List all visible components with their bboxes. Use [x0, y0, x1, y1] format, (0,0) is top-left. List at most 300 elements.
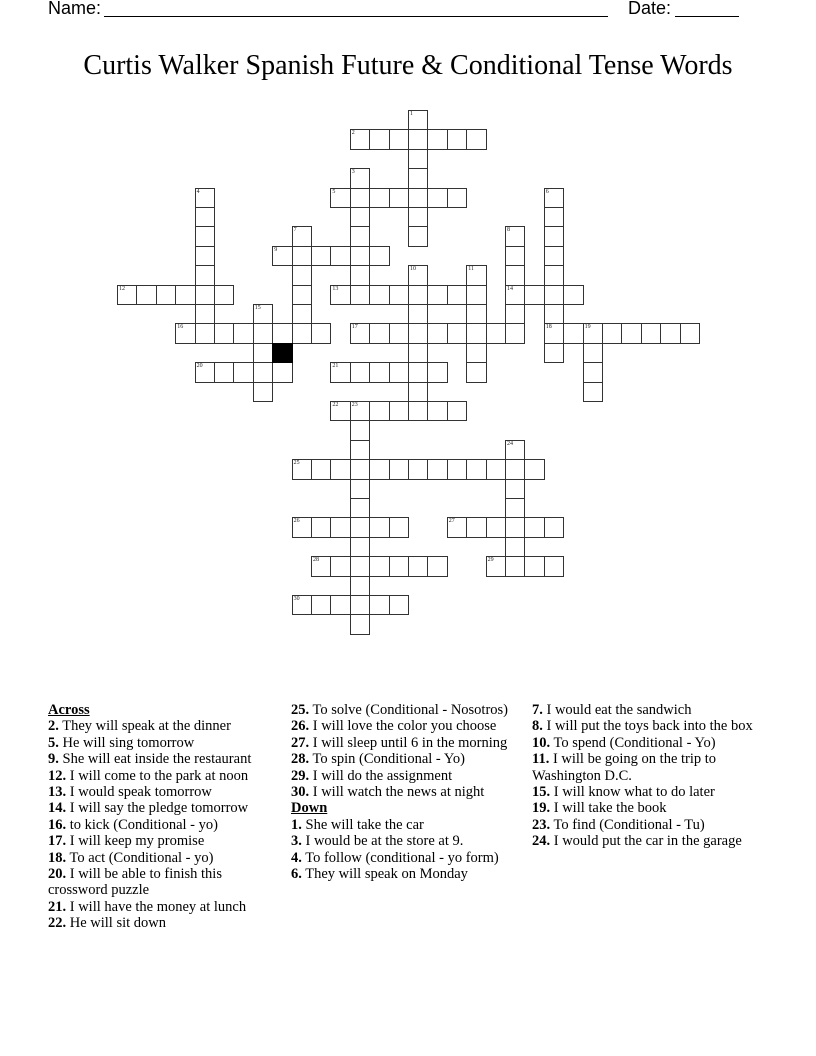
clue-text: I will know what to do later [550, 784, 715, 801]
across-clue [48, 768, 273, 784]
grid-cell[interactable] [350, 459, 370, 479]
grid-cell[interactable] [369, 517, 389, 537]
clue-number: 6 [545, 188, 549, 195]
grid-cell[interactable] [544, 343, 564, 363]
grid-cell[interactable] [195, 226, 215, 246]
grid-cell[interactable] [486, 556, 506, 576]
grid-cell[interactable] [621, 323, 641, 343]
grid-cell[interactable] [408, 401, 428, 421]
grid-cell[interactable] [544, 517, 564, 537]
grid-cell[interactable] [389, 595, 409, 615]
grid-cell[interactable] [311, 595, 331, 615]
grid-cell[interactable] [427, 459, 447, 479]
clue-number: 20 [196, 363, 203, 370]
clue-number: 22 [332, 402, 339, 408]
clue-num: 4. [291, 849, 302, 866]
grid-cell[interactable] [641, 323, 661, 343]
clue-text: I will be going on the trip to Washington D.C. [532, 751, 717, 784]
grid-cell[interactable] [330, 459, 350, 479]
grid-cell[interactable] [350, 440, 370, 460]
clue-number: 13 [332, 285, 339, 292]
grid-cell[interactable] [583, 362, 603, 382]
clue-text: I will say the pledge tomorrow [66, 800, 249, 817]
grid-cell[interactable] [272, 362, 292, 382]
across-clue [291, 768, 516, 784]
grid-cell[interactable] [156, 285, 176, 305]
clue-num: 9. [48, 751, 59, 768]
grid-cell[interactable] [175, 323, 195, 343]
clue-text: I will come to the park at noon [66, 767, 249, 784]
date-label: Date: [628, 0, 672, 18]
grid-cell[interactable] [486, 459, 506, 479]
grid-cell[interactable] [292, 246, 312, 266]
grid-cell[interactable] [292, 595, 312, 615]
grid-cell[interactable] [466, 285, 486, 305]
grid-cell[interactable] [350, 517, 370, 537]
grid-cell[interactable] [330, 595, 350, 615]
grid-cell[interactable] [311, 556, 331, 576]
clue-number: 1 [410, 111, 413, 117]
grid-cell[interactable] [350, 226, 370, 246]
grid-cell[interactable] [175, 285, 195, 305]
down-clue [291, 833, 516, 849]
clue-num: 24. [532, 833, 551, 850]
down-heading: Down [291, 800, 328, 817]
grid-cell[interactable] [447, 517, 467, 537]
clue-text: I will watch the news at night [309, 784, 485, 801]
clue-number: 7 [293, 227, 297, 234]
grid-cell[interactable] [195, 362, 215, 382]
grid-cell[interactable] [505, 246, 525, 266]
across-clue [291, 735, 516, 751]
across-clue [48, 751, 273, 767]
grid-cell[interactable] [447, 188, 467, 208]
clue-num: 10. [532, 734, 551, 751]
clue-text: She will take the car [301, 816, 424, 833]
name-label: Name: [48, 0, 102, 18]
grid-cell[interactable] [369, 556, 389, 576]
grid-cell[interactable] [408, 556, 428, 576]
clue-num: 5. [48, 734, 59, 751]
clue-number: 25 [293, 460, 300, 467]
grid-cell[interactable] [292, 265, 312, 285]
grid-cell[interactable] [408, 226, 428, 246]
grid-cell[interactable] [408, 149, 428, 169]
grid-cell[interactable] [330, 556, 350, 576]
grid-cell[interactable] [544, 323, 564, 343]
grid-cell[interactable] [369, 595, 389, 615]
down-clue [532, 735, 757, 751]
grid-cell[interactable] [350, 285, 370, 305]
grid-cell[interactable] [292, 304, 312, 324]
grid-cell[interactable] [505, 517, 525, 537]
grid-cell[interactable] [466, 323, 486, 343]
grid-cell[interactable] [583, 343, 603, 363]
grid-cell[interactable] [136, 285, 156, 305]
across-clue [48, 784, 273, 800]
grid-cell[interactable] [195, 207, 215, 227]
across-clue [291, 784, 516, 800]
grid-cell[interactable] [292, 285, 312, 305]
clue-number: 9 [274, 246, 278, 253]
clue-num: 27. [291, 734, 310, 751]
clue-text: I will have the money at lunch [66, 898, 247, 915]
clue-text: He will sing tomorrow [58, 734, 195, 751]
clue-num: 26. [291, 718, 310, 735]
grid-cell[interactable] [466, 343, 486, 363]
grid-cell[interactable] [369, 362, 389, 382]
clue-number: 17 [351, 324, 358, 331]
grid-cell[interactable] [233, 362, 253, 382]
grid-cell[interactable] [447, 459, 467, 479]
clue-text: He will sit down [66, 915, 167, 932]
grid-cell[interactable] [427, 556, 447, 576]
grid-cell[interactable] [253, 304, 273, 324]
grid-cell[interactable] [195, 265, 215, 285]
grid-cell[interactable] [389, 129, 409, 149]
grid-cell[interactable] [330, 362, 350, 382]
clue-text: She will eat inside the restaurant [58, 751, 252, 768]
grid-cell[interactable] [253, 323, 273, 343]
grid-cell[interactable] [660, 323, 680, 343]
grid-cell[interactable] [369, 246, 389, 266]
grid-cell[interactable] [427, 285, 447, 305]
grid-cell[interactable] [427, 362, 447, 382]
across-clue [48, 718, 273, 734]
clue-num: 14. [48, 800, 67, 817]
grid-cell[interactable] [408, 459, 428, 479]
grid-cell[interactable] [602, 323, 622, 343]
grid-cell[interactable] [505, 479, 525, 499]
clue-text: I will do the assignment [309, 767, 453, 784]
grid-cell[interactable] [505, 226, 525, 246]
grid-cell[interactable] [369, 459, 389, 479]
clue-text: To follow (conditional - yo form) [301, 849, 499, 866]
clue-text: To spin (Conditional - Yo) [309, 751, 465, 768]
grid-cell[interactable] [330, 188, 350, 208]
across-clue [48, 735, 273, 751]
clue-text: To find (Conditional - Tu) [550, 816, 705, 833]
grid-cell[interactable] [408, 285, 428, 305]
grid-cell[interactable] [311, 246, 331, 266]
grid-cell[interactable] [311, 517, 331, 537]
grid-cell[interactable] [350, 207, 370, 227]
grid-cell[interactable] [466, 265, 486, 285]
clue-num: 16. [48, 816, 67, 833]
grid-cell[interactable] [233, 323, 253, 343]
grid-cell[interactable] [408, 188, 428, 208]
grid-cell[interactable] [117, 285, 137, 305]
clue-num: 2. [48, 718, 59, 735]
clue-number: 14 [507, 285, 513, 292]
grid-cell[interactable] [486, 323, 506, 343]
clue-text: To spend (Conditional - Yo) [550, 734, 716, 751]
black-cell [272, 343, 292, 363]
grid-cell[interactable] [544, 285, 564, 305]
clue-number: 8 [507, 227, 510, 234]
across-clue [291, 702, 516, 718]
grid-cell[interactable] [389, 556, 409, 576]
grid-cell[interactable] [292, 226, 312, 246]
grid-cell[interactable] [447, 401, 467, 421]
down-clue [532, 718, 757, 734]
grid-cell[interactable] [292, 459, 312, 479]
grid-cell[interactable] [311, 323, 331, 343]
down-clue [532, 784, 757, 800]
clue-number: 29 [487, 557, 494, 564]
grid-cell[interactable] [524, 285, 544, 305]
grid-cell[interactable] [253, 343, 273, 363]
grid-cell[interactable] [272, 323, 292, 343]
grid-cell[interactable] [195, 323, 215, 343]
grid-cell[interactable] [563, 323, 583, 343]
clue-num: 18. [48, 849, 67, 866]
grid-cell[interactable] [214, 323, 234, 343]
clue-num: 20. [48, 866, 67, 883]
clue-number: 19 [584, 324, 591, 331]
clue-num: 17. [48, 833, 67, 850]
grid-cell[interactable] [544, 207, 564, 227]
grid-cell[interactable] [369, 323, 389, 343]
clue-number: 30 [293, 596, 300, 602]
down-clue [291, 817, 516, 833]
clue-number: 2 [351, 130, 355, 137]
grid-cell[interactable] [330, 401, 350, 421]
clue-num: 6. [291, 866, 302, 883]
grid-cell[interactable] [524, 556, 544, 576]
grid-cell[interactable] [195, 246, 215, 266]
down-clue [532, 833, 757, 849]
grid-cell[interactable] [427, 188, 447, 208]
grid-cell[interactable] [350, 362, 370, 382]
grid-cell[interactable] [544, 265, 564, 285]
grid-cell[interactable] [350, 537, 370, 557]
grid-cell[interactable] [583, 323, 603, 343]
grid-cell[interactable] [447, 285, 467, 305]
grid-cell[interactable] [680, 323, 700, 343]
grid-cell[interactable] [466, 362, 486, 382]
clue-number: 5 [332, 188, 336, 195]
grid-cell[interactable] [524, 459, 544, 479]
across-clue [48, 899, 273, 915]
clue-num: 13. [48, 784, 67, 801]
grid-cell[interactable] [253, 362, 273, 382]
down-clue [532, 817, 757, 833]
grid-cell[interactable] [369, 129, 389, 149]
grid-cell[interactable] [466, 517, 486, 537]
grid-cell[interactable] [369, 188, 389, 208]
grid-cell[interactable] [389, 401, 409, 421]
grid-cell[interactable] [389, 188, 409, 208]
grid-cell[interactable] [195, 188, 215, 208]
clue-number: 11 [468, 266, 474, 273]
grid-cell[interactable] [350, 323, 370, 343]
clue-num: 25. [291, 702, 310, 718]
puzzle-title: Curtis Walker Spanish Future & Conditional Tense Words [83, 50, 733, 81]
down-clue [532, 702, 757, 718]
grid-cell[interactable] [350, 265, 370, 285]
grid-cell[interactable] [350, 595, 370, 615]
clue-num: 11. [532, 751, 550, 768]
clues-column-1 [48, 702, 273, 932]
grid-cell[interactable] [330, 246, 350, 266]
grid-cell[interactable] [389, 517, 409, 537]
grid-cell[interactable] [466, 459, 486, 479]
grid-cell[interactable] [350, 576, 370, 596]
grid-cell[interactable] [350, 129, 370, 149]
clue-text: They will speak at the dinner [58, 718, 231, 735]
clue-text: I will take the book [550, 800, 667, 817]
clue-text: I would be at the store at 9. [301, 833, 464, 850]
clue-num: 12. [48, 767, 67, 784]
grid-cell[interactable] [544, 304, 564, 324]
grid-cell[interactable] [505, 323, 525, 343]
grid-cell[interactable] [408, 304, 428, 324]
clue-number: 18 [545, 324, 552, 331]
clue-number: 4 [196, 188, 200, 195]
grid-cell[interactable] [427, 323, 447, 343]
clue-text: I would eat the sandwich [542, 702, 692, 718]
clue-num: 15. [532, 784, 551, 801]
grid-cell[interactable] [408, 129, 428, 149]
grid-cell[interactable] [195, 285, 215, 305]
grid-cell[interactable] [350, 246, 370, 266]
grid-cell[interactable] [427, 129, 447, 149]
grid-cell[interactable] [505, 285, 525, 305]
grid-cell[interactable] [544, 188, 564, 208]
grid-cell[interactable] [389, 362, 409, 382]
grid-cell[interactable] [389, 285, 409, 305]
grid-cell[interactable] [408, 382, 428, 402]
grid-cell[interactable] [369, 285, 389, 305]
grid-cell[interactable] [486, 517, 506, 537]
grid-cell[interactable] [505, 556, 525, 576]
clue-text: I will keep my promise [66, 833, 205, 850]
grid-cell[interactable] [505, 498, 525, 518]
grid-cell[interactable] [408, 265, 428, 285]
clue-number: 28 [313, 557, 319, 564]
grid-cell[interactable] [447, 323, 467, 343]
clue-number: 16 [177, 324, 184, 331]
clue-text: I will put the toys back into the box [542, 718, 753, 735]
clue-text: To solve (Conditional - Nosotros) [309, 702, 509, 718]
across-clue [48, 833, 273, 849]
grid-cell[interactable] [447, 129, 467, 149]
grid-cell[interactable] [408, 362, 428, 382]
grid-cell[interactable] [292, 323, 312, 343]
grid-cell[interactable] [292, 517, 312, 537]
across-clue [48, 800, 273, 816]
across-clue [48, 915, 273, 931]
grid-cell[interactable] [350, 556, 370, 576]
grid-cell[interactable] [350, 420, 370, 440]
grid-cell[interactable] [544, 226, 564, 246]
clue-num: 1. [291, 816, 302, 833]
grid-cell[interactable] [350, 401, 370, 421]
across-clue [48, 850, 273, 866]
grid-cell[interactable] [466, 304, 486, 324]
clue-num: 30. [291, 784, 310, 801]
down-clue [291, 866, 516, 882]
across-clue [291, 751, 516, 767]
clue-number: 24 [507, 440, 513, 447]
grid-cell[interactable] [350, 614, 370, 634]
grid-cell[interactable] [408, 207, 428, 227]
clue-number: 21 [332, 363, 339, 370]
clue-num: 8. [532, 718, 543, 735]
grid-cell[interactable] [408, 110, 428, 130]
clue-num: 21. [48, 898, 67, 915]
clue-number: 15 [254, 305, 261, 311]
clue-number: 10 [410, 266, 416, 273]
grid-cell[interactable] [350, 479, 370, 499]
clue-number: 23 [351, 402, 358, 408]
clue-num: 28. [291, 751, 310, 768]
across-heading: Across [48, 702, 90, 718]
grid-cell[interactable] [369, 401, 389, 421]
down-clue [532, 800, 757, 816]
grid-cell[interactable] [214, 362, 234, 382]
grid-cell[interactable] [389, 323, 409, 343]
clues-column-3 [532, 702, 757, 850]
grid-cell[interactable] [427, 401, 447, 421]
grid-cell[interactable] [505, 537, 525, 557]
clue-text: I would put the car in the garage [550, 833, 742, 850]
grid-cell[interactable] [408, 343, 428, 363]
clue-num: 3. [291, 833, 302, 850]
grid-cell[interactable] [330, 517, 350, 537]
grid-cell[interactable] [330, 285, 350, 305]
clue-text: I will be able to finish this crossword puzzle [48, 866, 222, 899]
clue-num: 7. [532, 702, 543, 718]
clue-text: I will sleep until 6 in the morning [309, 734, 508, 751]
down-clue [291, 850, 516, 866]
grid-cell[interactable] [544, 246, 564, 266]
clue-number: 12 [119, 285, 125, 292]
grid-cell[interactable] [253, 382, 273, 402]
clue-num: 23. [532, 816, 551, 833]
grid-cell[interactable] [272, 246, 292, 266]
grid-cell[interactable] [214, 285, 234, 305]
clue-text: I would speak tomorrow [66, 784, 212, 801]
grid-cell[interactable] [505, 459, 525, 479]
grid-cell[interactable] [311, 459, 331, 479]
grid-cell[interactable] [389, 459, 409, 479]
grid-cell[interactable] [350, 168, 370, 188]
clue-text: To act (Conditional - yo) [66, 849, 214, 866]
grid-cell[interactable] [544, 556, 564, 576]
grid-cell[interactable] [408, 323, 428, 343]
grid-cell[interactable] [583, 382, 603, 402]
grid-cell[interactable] [563, 285, 583, 305]
grid-cell[interactable] [195, 304, 215, 324]
grid-cell[interactable] [350, 188, 370, 208]
across-clue [291, 718, 516, 734]
grid-cell[interactable] [524, 517, 544, 537]
grid-cell[interactable] [408, 168, 428, 188]
grid-cell[interactable] [505, 265, 525, 285]
clue-number: 27 [448, 518, 455, 525]
grid-cell[interactable] [505, 440, 525, 460]
clue-text: to kick (Conditional - yo) [66, 816, 218, 833]
grid-cell[interactable] [466, 129, 486, 149]
clue-number: 3 [351, 169, 355, 176]
clue-number: 26 [293, 518, 300, 525]
clue-text: I will love the color you choose [309, 718, 497, 735]
grid-cell[interactable] [505, 304, 525, 324]
clue-text: They will speak on Monday [301, 866, 468, 883]
grid-cell[interactable] [350, 498, 370, 518]
